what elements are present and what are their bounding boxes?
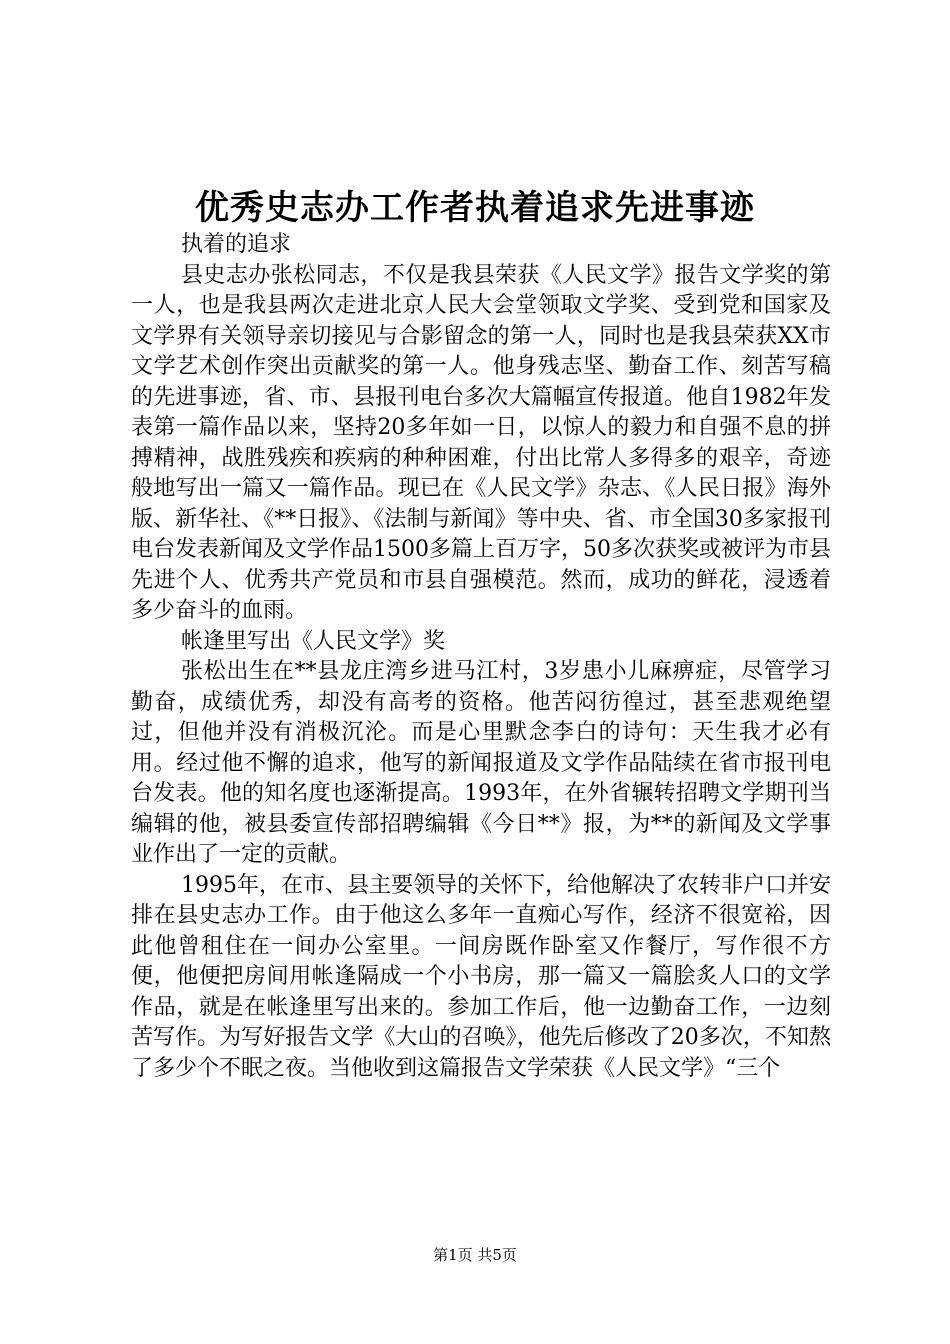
page-footer: 第1页 共5页 [433, 1246, 517, 1264]
document-body [131, 230, 831, 1084]
document-title: 优秀史志办工作者执着追求先进事迹 [195, 188, 755, 228]
section-heading: 帐逢里写出《人民文学》奖 [181, 628, 446, 654]
section-heading: 执着的追求 [181, 232, 292, 257]
body-paragraph: 县史志办张松同志，不仅是我县荣获《人民文学》报告文学奖的第一人，也是我县两次走进北京人民大会堂领取文学奖、受到党和国家及文学界有关领导亲切接见与合影留念的第一人，同时也是我县荣获XX市文学艺术创作突出贡献奖的第一人。他身残志坚、勤奋工作、刻苦写稿的先进事迹，省、市、县报刊电台多次大篇幅宣传报道。他自1982年发表第一篇作品以来，坚持20多年如一日，以惊人的毅力和自强不息的拼搏精神，战胜残疾和疾病的种种困难，付出比常人多得多的艰辛，奇迹般地写出一篇又一篇作品。现已在《人民文学》杂志、《人民日报》海外版、新华社、《**日报》、《法制与新闻》等中央、省、市全国30多家报刊电台发表新闻及文学作品1500多篇上百万字，50多次获奖或被评为市县先进个人、优秀共产党员和市县自强模范。然而，成功的鲜花，浸透着多少奋斗的血雨。 [131, 262, 831, 623]
body-paragraph: 1995年，在市、县主要领导的关怀下，给他解决了农转非户口并安排在县史志办工作。由于他这么多年一直痴心写作，经济不很宽裕，因此他曾租住在一间办公室里。一间房既作卧室又作餐厅，写作很不方便，他便把房间用帐逢隔成一个小书房，那一篇又一篇脍炙人口的文学作品，就是在帐逢里写出来的。参加工作后，他一边勤奋工作，一边刻苦写作。为写好报告文学《大山的召唤》，他先后修改了20多次，不知熬了多少个不眠之夜。当他收到这篇报告文学荣获《人民文学》“三个 [131, 872, 831, 1081]
body-paragraph: 张松出生在**县龙庄湾乡进马江村，3岁患小儿麻痹症，尽管学习勤奋，成绩优秀，却没有高考的资格。他苦闷彷徨过，甚至悲观绝望过，但他并没有消极沉沦。而是心里默念李白的诗句：天生我才必有用。经过他不懈的追求，他写的新闻报道及文学作品陆续在省市报刊电台发表。他的知名度也逐渐提高。1993年，在外省辗转招聘文学期刊当编辑的他，被县委宣传部招聘编辑《今日**》报，为**的新闻及文学事业作出了一定的贡献。 [131, 659, 831, 867]
